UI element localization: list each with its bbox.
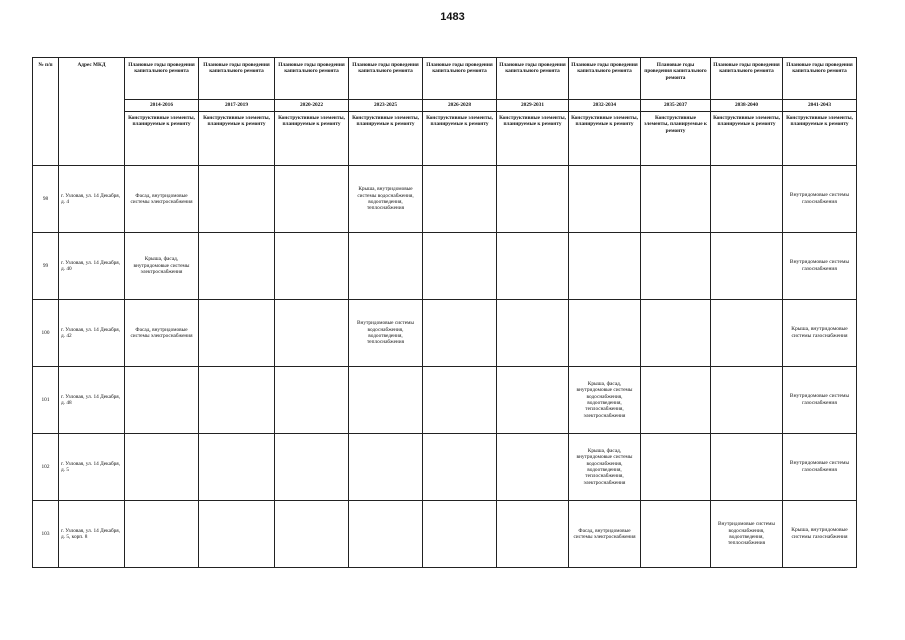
repair-cell <box>349 233 423 300</box>
element-header: Конструктивные элементы, планируемые к ремонту <box>711 112 783 166</box>
year-range: 2017-2019 <box>199 100 275 112</box>
repair-cell <box>199 367 275 434</box>
row-address: г. Узловая, ул. 14 Декабря, д. 5, корп. 8 <box>59 501 125 568</box>
repair-cell: Крыша, фасад, внутридомовые системы электроснабжения <box>125 233 199 300</box>
repair-cell <box>641 300 711 367</box>
year-range: 2029-2031 <box>497 100 569 112</box>
repair-cell <box>125 501 199 568</box>
element-header: Конструктивные элементы, планируемые к ремонту <box>349 112 423 166</box>
repair-cell: Крыша, внутридомовые системы газоснабжения <box>783 300 857 367</box>
address-header: Адрес МКД <box>59 58 125 166</box>
repair-cell <box>275 233 349 300</box>
year-range: 2020-2022 <box>275 100 349 112</box>
element-header: Конструктивные элементы, планируемые к ремонту <box>497 112 569 166</box>
row-address: г. Узловая, ул. 14 Декабря, д. 5 <box>59 434 125 501</box>
period-header: Плановые годы проведения капитального ремонта <box>349 58 423 100</box>
table-row <box>33 166 857 233</box>
period-header: Плановые годы проведения капитального ремонта <box>641 58 711 100</box>
repair-cell <box>275 501 349 568</box>
repair-cell <box>125 434 199 501</box>
table-row <box>33 233 857 300</box>
repair-cell <box>199 233 275 300</box>
repair-cell <box>641 501 711 568</box>
repair-cell <box>349 367 423 434</box>
repair-cell <box>641 434 711 501</box>
repair-cell: Внутридомовые системы водоснабжения, водоотведения, теплоснабжения <box>349 300 423 367</box>
period-header: Плановые годы проведения капитального ремонта <box>497 58 569 100</box>
row-number: 100 <box>33 300 59 367</box>
repair-cell <box>423 166 497 233</box>
element-header: Конструктивные элементы, планируемые к ремонту <box>569 112 641 166</box>
row-number: 99 <box>33 233 59 300</box>
period-header: Плановые годы проведения капитального ремонта <box>569 58 641 100</box>
repair-cell <box>199 166 275 233</box>
repair-cell <box>497 233 569 300</box>
table-row <box>33 434 857 501</box>
repair-cell <box>497 166 569 233</box>
row-address: г. Узловая, ул. 14 Декабря, д. 4 <box>59 166 125 233</box>
repair-cell <box>711 434 783 501</box>
repair-cell <box>711 300 783 367</box>
element-header: Конструктивные элементы, планируемые к ремонту <box>641 112 711 166</box>
row-number: 101 <box>33 367 59 434</box>
repair-cell <box>199 300 275 367</box>
repair-cell <box>275 367 349 434</box>
repair-cell: Фасад, внутридомовые системы электроснабжения <box>125 166 199 233</box>
period-header: Плановые годы проведения капитального ремонта <box>783 58 857 100</box>
element-header: Конструктивные элементы, планируемые к ремонту <box>783 112 857 166</box>
year-range: 2026-2028 <box>423 100 497 112</box>
repair-cell <box>423 300 497 367</box>
repair-cell <box>641 367 711 434</box>
repair-cell <box>711 233 783 300</box>
repair-cell <box>497 501 569 568</box>
period-header: Плановые годы проведения капитального ремонта <box>275 58 349 100</box>
year-range: 2032-2034 <box>569 100 641 112</box>
repair-cell <box>423 501 497 568</box>
repair-cell <box>125 367 199 434</box>
repair-cell <box>497 300 569 367</box>
element-header: Конструктивные элементы, планируемые к ремонту <box>199 112 275 166</box>
repair-cell: Крыша, внутридомовые системы водоснабжения, водоотведения, теплоснабжения <box>349 166 423 233</box>
repair-cell <box>711 166 783 233</box>
period-header: Плановые годы проведения капитального ремонта <box>423 58 497 100</box>
repair-cell <box>199 434 275 501</box>
repair-cell <box>497 367 569 434</box>
row-number: 98 <box>33 166 59 233</box>
repair-cell <box>423 233 497 300</box>
capital-repair-table <box>32 57 857 568</box>
year-range: 2014-2016 <box>125 100 199 112</box>
repair-cell <box>569 233 641 300</box>
repair-cell <box>569 300 641 367</box>
repair-cell <box>349 434 423 501</box>
num-header: № п/п <box>33 58 59 166</box>
repair-cell <box>423 367 497 434</box>
repair-cell: Внутридомовые системы газоснабжения <box>783 233 857 300</box>
repair-cell: Крыша, фасад, внутридомовые системы водоснабжения, водоотведения, теплоснабжения, электроснабжения <box>569 367 641 434</box>
element-header: Конструктивные элементы, планируемые к ремонту <box>275 112 349 166</box>
repair-cell: Крыша, внутридомовые системы газоснабжения <box>783 501 857 568</box>
repair-cell <box>569 166 641 233</box>
repair-cell <box>275 300 349 367</box>
element-header: Конструктивные элементы, планируемые к ремонту <box>423 112 497 166</box>
repair-cell <box>275 166 349 233</box>
repair-cell <box>275 434 349 501</box>
repair-cell: Крыша, фасад, внутридомовые системы водоснабжения, водоотведения, теплоснабжения, электроснабжения <box>569 434 641 501</box>
repair-cell: Внутридомовые системы газоснабжения <box>783 434 857 501</box>
row-number: 102 <box>33 434 59 501</box>
period-header: Плановые годы проведения капитального ремонта <box>199 58 275 100</box>
repair-cell: Внутридомовые системы водоснабжения, водоотведения, теплоснабжения <box>711 501 783 568</box>
repair-cell: Фасад, внутридомовые системы электроснабжения <box>125 300 199 367</box>
period-header: Плановые годы проведения капитального ремонта <box>125 58 199 100</box>
repair-cell <box>641 166 711 233</box>
repair-cell <box>711 367 783 434</box>
year-range: 2035-2037 <box>641 100 711 112</box>
repair-cell <box>641 233 711 300</box>
repair-cell: Внутридомовые системы газоснабжения <box>783 166 857 233</box>
table-row <box>33 367 857 434</box>
year-range: 2041-2043 <box>783 100 857 112</box>
element-header: Конструктивные элементы, планируемые к ремонту <box>125 112 199 166</box>
repair-cell <box>423 434 497 501</box>
row-address: г. Узловая, ул. 14 Декабря, д. 48 <box>59 367 125 434</box>
repair-cell <box>199 501 275 568</box>
repair-cell: Фасад, внутридомовые системы электроснабжения <box>569 501 641 568</box>
repair-cell <box>349 501 423 568</box>
repair-cell: Внутридомовые системы газоснабжения <box>783 367 857 434</box>
table-row <box>33 501 857 568</box>
row-address: г. Узловая, ул. 14 Декабря, д. 40 <box>59 233 125 300</box>
page-number: 1483 <box>440 11 465 23</box>
repair-cell <box>497 434 569 501</box>
row-address: г. Узловая, ул. 14 Декабря, д. 42 <box>59 300 125 367</box>
row-number: 103 <box>33 501 59 568</box>
period-header: Плановые годы проведения капитального ремонта <box>711 58 783 100</box>
year-range: 2023-2025 <box>349 100 423 112</box>
year-range: 2038-2040 <box>711 100 783 112</box>
table-row <box>33 300 857 367</box>
